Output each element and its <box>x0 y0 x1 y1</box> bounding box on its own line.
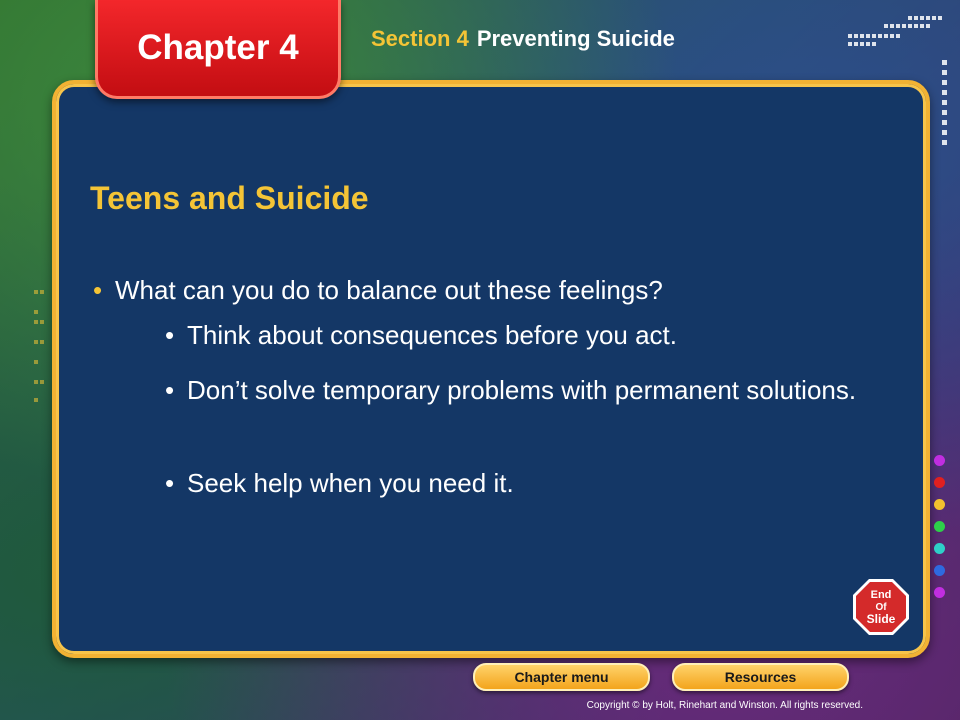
svg-text:Slide: Slide <box>866 612 896 626</box>
bullet-dot: • <box>165 468 175 498</box>
slide-content-panel <box>52 80 930 658</box>
dot-green <box>934 521 945 532</box>
sub-bullet-text: Think about consequences before you act. <box>187 320 677 350</box>
dot-red <box>934 477 945 488</box>
decorative-pixel-column <box>941 60 951 160</box>
main-bullet <box>93 272 663 308</box>
copyright-text: Copyright © by Holt, Rinehart and Winston. All rights reserved. <box>586 700 863 711</box>
sub-bullet <box>165 465 514 501</box>
dot-yellow <box>934 499 945 510</box>
section-number: Section 4 <box>371 26 469 51</box>
sub-bullet <box>165 372 877 408</box>
slide-heading: Teens and Suicide <box>90 180 369 216</box>
dot-blue <box>934 565 945 576</box>
bullet-dot: • <box>93 275 103 305</box>
dot-magenta <box>934 587 945 598</box>
dot-cyan <box>934 543 945 554</box>
end-of-slide-stop-icon[interactable] <box>852 578 910 636</box>
svg-text:End: End <box>870 589 892 601</box>
section-name: Preventing Suicide <box>476 26 675 51</box>
sub-bullet-text: Don’t solve temporary problems with permanent solutions. <box>187 375 857 405</box>
chapter-menu-button[interactable]: Chapter menu <box>473 663 650 691</box>
chapter-label: Chapter 4 <box>137 28 299 67</box>
section-title <box>371 26 675 52</box>
sub-bullet <box>165 317 677 353</box>
colored-dots-decoration <box>934 455 948 609</box>
bullet-dot: • <box>165 375 175 405</box>
svg-text:Of: Of <box>875 602 887 613</box>
dot-purple <box>934 455 945 466</box>
decorative-pixel-column-left <box>32 290 46 405</box>
bullet-dot: • <box>165 320 175 350</box>
decorative-pixel-pattern <box>848 14 948 74</box>
resources-button[interactable]: Resources <box>672 663 849 691</box>
main-bullet-text: What can you do to balance out these feelings? <box>115 275 663 305</box>
chapter-tab <box>95 0 341 99</box>
sub-bullet-text: Seek help when you need it. <box>187 468 514 498</box>
